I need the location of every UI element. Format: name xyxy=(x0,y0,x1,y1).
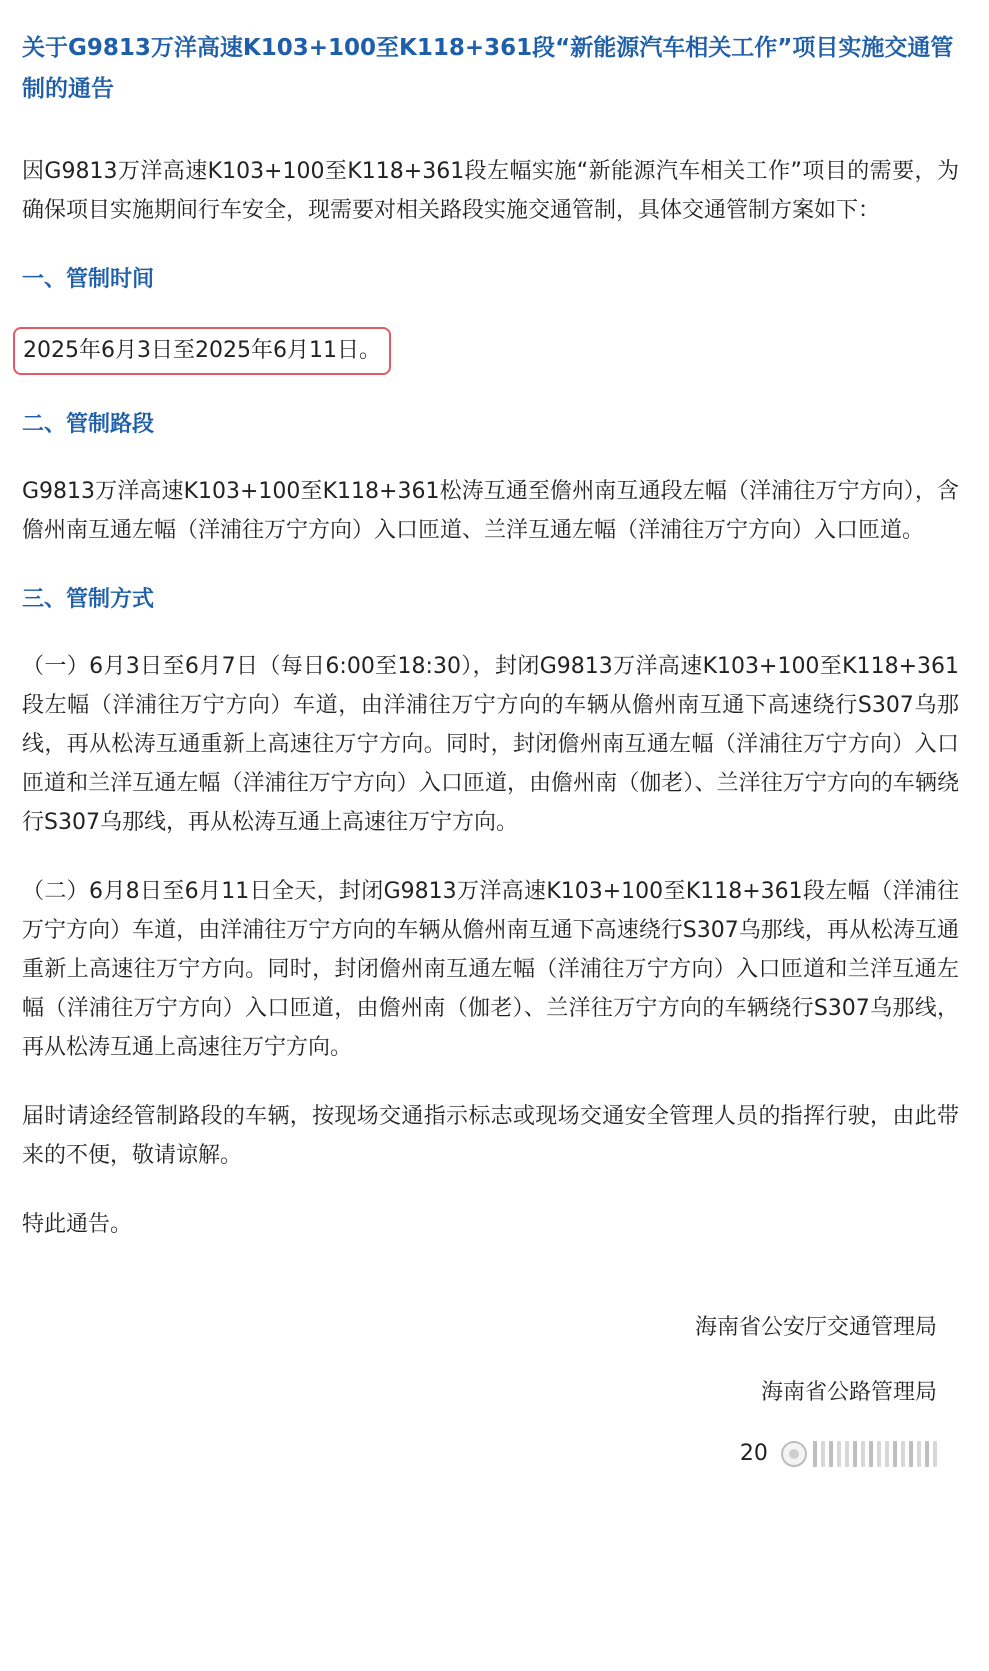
section-heading-method: 三、管制方式 xyxy=(22,587,155,612)
date-range-text: 2025年6月3日至2025年6月11日。 xyxy=(13,327,391,375)
closing-text: 特此通告。 xyxy=(22,1212,133,1237)
notice-paragraph: 届时请途经管制路段的车辆，按现场交通指示标志或现场交通安全管理人员的指挥行驶，由此带来的不便，敬请谅解。 xyxy=(22,1104,959,1168)
watermark-logo-icon xyxy=(781,1441,807,1467)
watermark-bars xyxy=(813,1441,937,1467)
partial-date: 20 xyxy=(739,1441,768,1466)
intro-paragraph: 因G9813万洋高速K103+100至K118+361段左幅实施“新能源汽车相关工作”项目的需要，为确保项目实施期间行车安全，现需要对相关路段实施交通管制，具体交通管制方案如下： xyxy=(22,159,959,223)
section-heading-time: 一、管制时间 xyxy=(22,267,155,292)
method-paragraph-2: （二）6月8日至6月11日全天，封闭G9813万洋高速K103+100至K118+361段左幅（洋浦往万宁方向）车道，由洋浦往万宁方向的车辆从儋州南互通下高速绕行S307乌那线，再从松涛互通重新上高速往万宁方向。同时，封闭儋州南互通左幅（洋浦往万宁方向）入口匝道和兰洋互通左幅（洋浦往万宁方向）入口匝道，由儋州南（伽老）、兰洋往万宁方向的车辆绕行S307乌那线，再从松涛互通上高速往万宁方向。 xyxy=(22,879,959,1060)
document-title: 关于G9813万洋高速K103+100至K118+361段“新能源汽车相关工作”项目实施交通管制的通告 xyxy=(22,35,954,102)
signature-traffic-police: 海南省公安厅交通管理局 xyxy=(694,1315,937,1340)
road-section-paragraph: G9813万洋高速K103+100至K118+361松涛互通至儋州南互通段左幅（洋浦往万宁方向），含儋州南互通左幅（洋浦往万宁方向）入口匝道、兰洋互通左幅（洋浦往万宁方向）入口匝道。 xyxy=(22,479,959,543)
method-paragraph-1: （一）6月3日至6月7日（每日6:00至18:30），封闭G9813万洋高速K103+100至K118+361段左幅（洋浦往万宁方向）车道，由洋浦往万宁方向的车辆从儋州南互通下高速绕行S307乌那线，再从松涛互通重新上高速往万宁方向。同时，封闭儋州南互通左幅（洋浦往万宁方向）入口匝道和兰洋互通左幅（洋浦往万宁方向）入口匝道，由儋州南（伽老）、兰洋往万宁方向的车辆绕行S307乌那线，再从松涛互通上高速往万宁方向。 xyxy=(22,654,959,835)
watermark-overlay xyxy=(781,1440,937,1468)
section-heading-road: 二、管制路段 xyxy=(22,412,155,437)
signature-highway-bureau: 海南省公路管理局 xyxy=(760,1380,937,1405)
highlighted-date-range xyxy=(13,327,959,375)
date-row xyxy=(22,1434,959,1474)
